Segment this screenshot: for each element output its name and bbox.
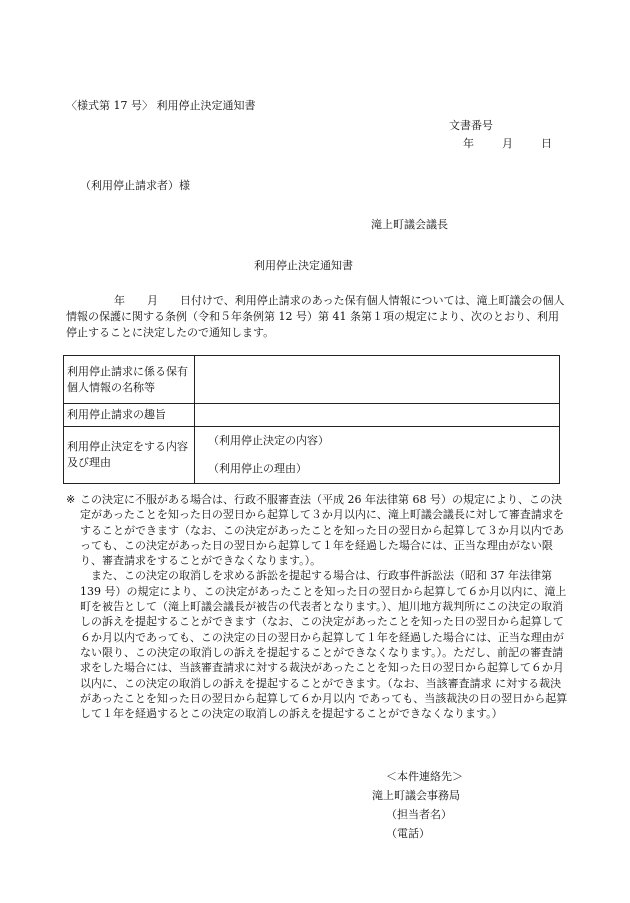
decision-reason-label: （利用停止の理由） [208, 462, 307, 475]
body-text [66, 293, 566, 341]
table-label: 利用停止請求の趣旨 [64, 404, 195, 427]
table-value [195, 404, 560, 427]
table-value [195, 427, 560, 484]
decision-content-label: （利用停止決定の内容） [208, 434, 329, 447]
table-row [64, 404, 560, 427]
table-row [64, 356, 560, 404]
body-month: 月 [147, 294, 158, 307]
table-label: 利用停止決定をする内容及び理由 [64, 427, 195, 484]
form-number: 〈様式第 17 号〉 利用停止決定通知書 [66, 99, 256, 112]
info-table [63, 355, 560, 484]
contact-phone: （電話） [386, 827, 430, 840]
note-mark: ※ [66, 493, 76, 506]
contact-organization: 滝上町議会事務局 [372, 789, 460, 802]
sender: 滝上町議会議長 [371, 218, 448, 231]
body-year: 年 [114, 294, 125, 307]
contact-heading: ＜本件連絡先＞ [386, 770, 463, 783]
table-label: 利用停止請求に係る保有個人情報の名称等 [64, 356, 195, 404]
body-paragraph: 日付けで、利用停止請求のあった保有個人情報については、滝上町議会の個人情報の保護に関する条例（令和５年条例第 12 号）第 41 条第１項の規定により、次のとおり、利用停止することに決定したので通知します。 [66, 294, 565, 339]
note-paragraph-lawsuit: また、この決定の取消しを求める訴訟を提起する場合は、行政事件訴訟法（昭和 37 年法律第 139 号）の規定により、この決定があったことを知った日の翌日から起算して６か月以内に、滝上町を被告として（滝上町議会議長が被告の代表者となります。）、旭川地方裁判所にこの決定の取消しの訴えを提起することができます（なお、この決定があったことを知った日の翌日から起算して６か月以内であっても、この決定の日の翌日から起算して１年を経過した場合には、正当な理由がない限り、この決定の取消しの訴えを提起することができなくなります。）。ただし、前記の審査請求をした場合には、当該審査請求に対する裁決があったことを知った日の翌日から起算して６か月以内に、この決定の取消しの訴えを提起することができます。（なお、当該審査請求 に対する裁決があったことを知った日の翌日から起算して６か月以内 であっても、当該裁決の日の翌日から起算して１年を経過するとこの決定の取消しの訴えを提起することができなくなります。） [80, 569, 568, 721]
addressee: （利用停止請求者）様 [80, 179, 190, 192]
table-value [195, 356, 560, 404]
date-day: 日 [541, 137, 552, 150]
date-line [463, 136, 552, 152]
contact-person: （担当者名） [386, 808, 452, 821]
notes [66, 492, 570, 721]
date-year: 年 [463, 137, 474, 150]
note-paragraph-appeal: この決定に不服がある場合は、行政不服審査法（平成 26 年法律第 68 号）の規定により、この決定があったことを知った日の翌日から起算して３か月以内に、滝上町議会議長に対して審査請求をすることができます（なお、この決定があったことを知った日の翌日から起算して３か月以内であっても、この決定があった日の翌日から起算して１年を経過した場合には、正当な理由がない限り、審査請求をすることができなくなります。）。 [80, 493, 564, 568]
date-month: 月 [502, 137, 513, 150]
table-row [64, 427, 560, 484]
document-title: 利用停止決定通知書 [254, 259, 353, 272]
document-number-label: 文書番号 [449, 119, 493, 132]
